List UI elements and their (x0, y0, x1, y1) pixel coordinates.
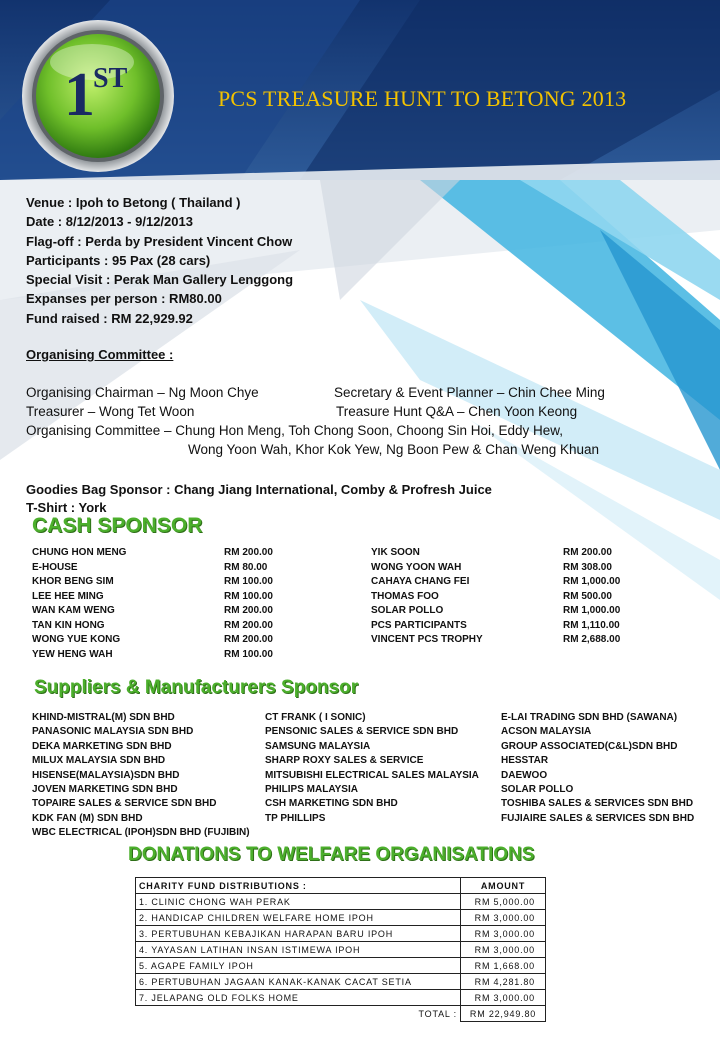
supplier-name: E-LAI TRADING SDN BHD (SAWANA) (501, 712, 678, 723)
charity-name: 5. AGAPE FAMILY IPOH (136, 958, 461, 974)
supplier-name: TOSHIBA SALES & SERVICES SDN BHD (501, 798, 694, 810)
cash-sponsor-row (371, 590, 671, 605)
supplier-name: PHILIPS MALAYSIA (265, 784, 358, 796)
cash-sponsor-row (371, 633, 671, 648)
committee-treasurer: Treasurer – Wong Tet Woon (26, 404, 195, 419)
supplier-name: WBC ELECTRICAL (IPOH)SDN BHD (FUJIBIN) (32, 827, 250, 839)
fund-raised-line: Fund raised : RM 22,929.92 (26, 310, 193, 326)
cash-sponsor-row (32, 546, 332, 561)
sponsor-amount: RM 308.00 (563, 561, 612, 573)
cash-sponsor-list-right (371, 546, 671, 648)
page-title: PCS TREASURE HUNT TO BETONG 2013 (218, 86, 627, 111)
donation-row (136, 958, 546, 974)
amount-column-header: AMOUNT (461, 878, 546, 894)
donations-body (136, 894, 546, 1006)
donation-row (136, 894, 546, 910)
suppliers-column-3 (501, 711, 694, 826)
charity-name: 3. PERTUBUHAN KEBAJIKAN HARAPAN BARU IPOH (136, 926, 461, 942)
sponsor-amount: RM 200.00 (224, 547, 273, 558)
committee-qa: Treasure Hunt Q&A – Chen Yoon Keong (336, 404, 578, 419)
supplier-name: ACSON MALAYSIA (501, 726, 592, 738)
committee-members-line1: Organising Committee – Chung Hon Meng, Toh Chong Soon, Choong Sin Hoi, Eddy Hew, (26, 423, 564, 438)
charity-name: 1. CLINIC CHONG WAH PERAK (136, 894, 461, 910)
supplier-name: JOVEN MARKETING SDN BHD (32, 784, 178, 796)
supplier-name: CT FRANK ( I SONIC) (265, 712, 366, 723)
sponsor-name: PCS PARTICIPANTS (371, 619, 467, 631)
sponsor-amount: RM 100.00 (224, 590, 273, 602)
sponsor-name: KHOR BENG SIM (32, 576, 114, 587)
venue-line: Venue : Ipoh to Betong ( Thailand ) (26, 195, 241, 210)
sponsor-name: VINCENT PCS TROPHY (371, 634, 483, 645)
supplier-name: KDK FAN (M) SDN BHD (32, 812, 143, 824)
supplier-name: MITSUBISHI ELECTRICAL SALES MALAYSIA (265, 769, 479, 781)
supplier-name: FUJIAIRE SALES & SERVICES SDN BHD (501, 812, 695, 824)
cash-sponsor-row (32, 575, 332, 590)
sponsor-amount: RM 200.00 (563, 547, 612, 558)
donation-row (136, 910, 546, 926)
sponsor-amount: RM 1,110.00 (563, 619, 620, 631)
donation-row (136, 926, 546, 942)
donation-amount: RM 4,281.80 (461, 974, 546, 990)
cash-sponsor-list-left (32, 546, 332, 662)
committee-chairman: Organising Chairman – Ng Moon Chye (26, 385, 259, 400)
sponsor-amount: RM 100.00 (224, 648, 273, 660)
sponsor-amount: RM 80.00 (224, 561, 268, 573)
suppliers-column-1 (32, 711, 250, 841)
donation-amount: RM 1,668.00 (461, 958, 546, 974)
total-label: TOTAL : (418, 1008, 457, 1019)
sponsor-amount: RM 500.00 (563, 590, 612, 602)
supplier-name: DAEWOO (501, 769, 548, 781)
sponsor-amount: RM 200.00 (224, 605, 273, 616)
badge-suffix: ST (93, 63, 128, 94)
supplier-name: SAMSUNG MALAYSIA (265, 740, 371, 752)
committee-members-line2: Wong Yoon Wah, Khor Kok Yew, Ng Boon Pew & Chan Weng Khuan (188, 442, 600, 457)
cash-sponsor-row (32, 619, 332, 634)
suppliers-column-2 (265, 711, 479, 826)
sponsor-amount: RM 1,000.00 (563, 576, 621, 587)
sponsor-amount: RM 200.00 (224, 619, 273, 631)
donations-total-row (136, 1006, 546, 1022)
charity-name: 7. JELAPANG OLD FOLKS HOME (136, 990, 461, 1006)
sponsor-name: LEE HEE MING (32, 590, 104, 602)
supplier-name: TOPAIRE SALES & SERVICE SDN BHD (32, 798, 217, 810)
flag-off-line: Flag-off : Perda by President Vincent Chow (26, 233, 293, 249)
special-visit-line: Special Visit : Perak Man Gallery Lenggong (26, 272, 294, 288)
donation-amount: RM 3,000.00 (461, 942, 546, 958)
cash-sponsor-heading: CASH SPONSOR (32, 514, 203, 537)
cash-sponsor-row (32, 590, 332, 605)
supplier-name: HESSTAR (501, 755, 549, 767)
sponsor-amount: RM 1,000.00 (563, 605, 621, 616)
goodies-block (26, 481, 492, 517)
sponsor-amount: RM 100.00 (224, 576, 273, 587)
supplier-name: KHIND-MISTRAL(M) SDN BHD (32, 712, 175, 723)
donation-amount: RM 3,000.00 (461, 990, 546, 1006)
event-details (26, 193, 293, 328)
cash-sponsor-row (371, 604, 671, 619)
cash-sponsor-row (371, 575, 671, 590)
goodies-sponsor: Goodies Bag Sponsor : Chang Jiang International, Comby & Profresh Juice (26, 482, 492, 497)
sponsor-name: TAN KIN HONG (32, 619, 105, 631)
cash-sponsor-row (32, 561, 332, 576)
sponsor-name: YEW HENG WAH (32, 648, 113, 660)
sponsor-name: E-HOUSE (32, 561, 78, 573)
supplier-name: PENSONIC SALES & SERVICE SDN BHD (265, 726, 459, 738)
committee-secretary: Secretary & Event Planner – Chin Chee Ming (334, 385, 605, 400)
donation-amount: RM 3,000.00 (461, 910, 546, 926)
supplier-name: HISENSE(MALAYSIA)SDN BHD (32, 769, 180, 781)
sponsor-name: CHUNG HON MENG (32, 547, 127, 558)
expenses-line: Expanses per person : RM80.00 (26, 291, 222, 307)
supplier-name: CSH MARKETING SDN BHD (265, 798, 398, 810)
supplier-name: SHARP ROXY SALES & SERVICE (265, 755, 424, 767)
sponsor-name: SOLAR POLLO (371, 605, 444, 616)
sponsor-name: YIK SOON (371, 547, 420, 558)
donation-row (136, 990, 546, 1006)
supplier-name: PANASONIC MALAYSIA SDN BHD (32, 726, 194, 738)
donations-header-row (136, 878, 546, 894)
sponsor-name: WAN KAM WENG (32, 605, 115, 616)
total-value: RM 22,949.80 (461, 1006, 546, 1022)
charity-column-header: CHARITY FUND DISTRIBUTIONS : (136, 878, 461, 894)
charity-name: 2. HANDICAP CHILDREN WELFARE HOME IPOH (136, 910, 461, 926)
committee-heading: Organising Committee : (26, 347, 174, 362)
cash-sponsor-row (371, 561, 671, 576)
tshirt-sponsor: T-Shirt : York (26, 500, 107, 515)
donation-row (136, 974, 546, 990)
sponsor-name: WONG YOON WAH (371, 561, 462, 573)
sponsor-name: WONG YUE KONG (32, 634, 121, 645)
sponsor-name: CAHAYA CHANG FEI (371, 576, 470, 587)
donation-amount: RM 5,000.00 (461, 894, 546, 910)
badge-number: 1 (64, 61, 93, 129)
supplier-name: SOLAR POLLO (501, 784, 574, 796)
sponsor-amount: RM 2,688.00 (563, 634, 621, 645)
charity-name: 6. PERTUBUHAN JAGAAN KANAK-KANAK CACAT SETIA (136, 974, 461, 990)
donations-heading: DONATIONS TO WELFARE ORGANISATIONS (128, 844, 535, 865)
participants-line: Participants : 95 Pax (28 cars) (26, 252, 211, 268)
cash-sponsor-row (32, 648, 332, 663)
cash-sponsor-row (371, 546, 671, 561)
cash-sponsor-row (371, 619, 671, 634)
date-line: Date : 8/12/2013 - 9/12/2013 (26, 214, 193, 230)
supplier-name: DEKA MARKETING SDN BHD (32, 740, 172, 752)
cash-sponsor-row (32, 633, 332, 648)
sponsor-amount: RM 200.00 (224, 634, 273, 645)
supplier-name: TP PHILLIPS (265, 812, 326, 824)
donation-row (136, 942, 546, 958)
donation-amount: RM 3,000.00 (461, 926, 546, 942)
first-badge (64, 60, 127, 131)
suppliers-heading: Suppliers & Manufacturers Sponsor (34, 677, 359, 698)
sponsor-name: THOMAS FOO (371, 590, 439, 602)
charity-name: 4. YAYASAN LATIHAN INSAN ISTIMEWA IPOH (136, 942, 461, 958)
supplier-name: MILUX MALAYSIA SDN BHD (32, 755, 166, 767)
donations-table (135, 877, 546, 1022)
cash-sponsor-row (32, 604, 332, 619)
supplier-name: GROUP ASSOCIATED(C&L)SDN BHD (501, 740, 678, 752)
